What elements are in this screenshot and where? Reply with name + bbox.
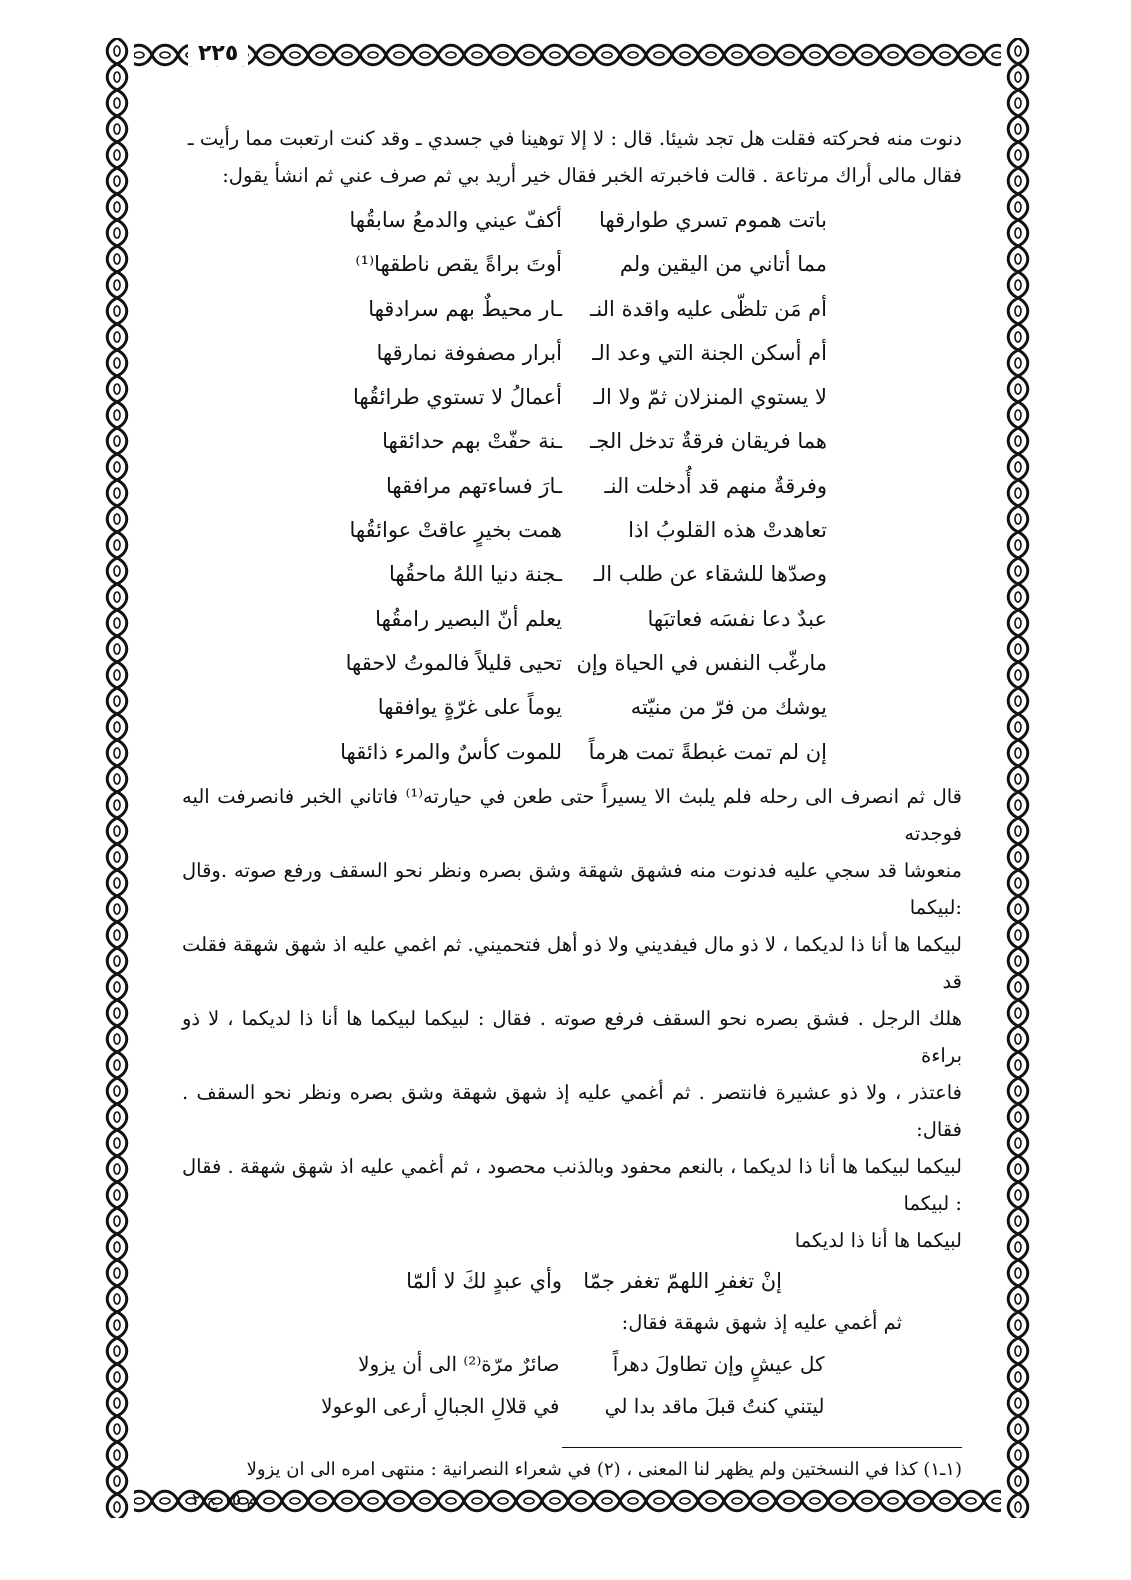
verse-line: [182, 419, 962, 463]
verse-first-hemistich: وصدّها للشقاء عن طلب الـ: [593, 562, 827, 587]
verse-second-hemistich: يوماً على غرّةٍ يوافقها: [377, 695, 562, 720]
verse-line: [182, 242, 962, 286]
verse-second-hemistich: للموت كأسٌ والمرء ذائقها: [340, 739, 562, 764]
verse-first-hemistich: إن لم تمت غبطةً تمت هرماً: [588, 739, 827, 764]
text-line: قال ثم انصرف الى رحله فلم يلبث الا يسيراً حتى طعن في حيارته⁽¹⁾ فاتاني الخبر فانصرفت اليه فوجدته: [182, 784, 962, 845]
verse-line: [182, 597, 962, 641]
verse-second-hemistich: في قلالِ الجبالِ أرعى الوعولا: [321, 1393, 560, 1418]
text-line: فاعتذر ، ولا ذو عشيرة فانتصر . ثم أغمي عليه إذ شهق شهقة وشق بصره ونظر نحو السقف . فقال:: [182, 1080, 962, 1141]
text-line: منعوشا قد سجي عليه فدنوت منه فشهق شهقة وشق بصره ونظر نحو السقف ورفع صوته .وقال :لبيكما: [182, 858, 962, 919]
verse-line: [182, 641, 962, 685]
verse-first-hemistich: باتت هموم تسري طوارقها: [598, 208, 827, 232]
verse-first-hemistich: ليتني كنتُ قبلَ ماقد بدا لي: [604, 1393, 825, 1418]
text-line: هلك الرجل . فشق بصره نحو السقف فرفع صوته . فقال : لبيكما لبيكما ها أنا ذا لديكما ، لا ذو براءة: [182, 1006, 962, 1067]
verse-second-hemistich: صائرٌ مرّة⁽²⁾ الى أن يزولا: [358, 1351, 560, 1376]
verse-first-hemistich: يوشك من فرّ من منيّته: [630, 695, 827, 720]
verse-first-hemistich: أم مَن تلظّى عليه واقدة النـ: [590, 296, 827, 321]
text-line: دنوت منه فحركته فقلت هل تجد شيئا. قال : لا إلا توهينا في جسدي ـ وقد كنت ارتعبت مما رأيت ـ: [187, 127, 962, 150]
verse-first-hemistich: هما فريقان فرقةٌ تدخل الجـ: [590, 429, 827, 454]
footnote-divider: [562, 1447, 962, 1448]
verse-second-hemistich: أبرار مصفوفة نمارقها: [376, 340, 562, 365]
verse-line: [182, 508, 962, 552]
verse-first-hemistich: إنْ تغفرِ اللهمّ تغفر جمّا: [583, 1268, 782, 1293]
verse-line: [182, 287, 962, 331]
footnote: (١ـ١) كذا في النسختين ولم يظهر لنا المعنى ، (٢) في شعراء النصرانية : منتهى امره الى ان يزولا: [246, 1458, 962, 1480]
verse-first-hemistich: تعاهدتْ هذه القلوبُ اذا: [628, 518, 827, 543]
verse-first-hemistich: عبدٌ دعا نفسَه فعاتبَها: [647, 606, 827, 631]
verse-line: [182, 685, 962, 729]
text-line: لبيكما لبيكما ها أنا ذا لديكما ، بالنعم محفود وبالذنب محصود ، ثم أغمي عليه اذ شهق شهقة . فقال : لبيكما: [182, 1154, 962, 1215]
paragraph-narrative: [182, 778, 962, 1259]
page-number: ٢٢٥: [188, 41, 248, 66]
verse-line: [182, 1385, 962, 1427]
verse-first-hemistich: أم أسكن الجنة التي وعد الـ: [592, 340, 827, 365]
text-line: لبيكما ها أنا ذا لديكما: [794, 1228, 962, 1252]
verse-single: [182, 1259, 962, 1303]
verse-second-hemistich: يعلم أنّ البصير رامقُها: [375, 606, 562, 631]
verse-second-hemistich: أكفّ عيني والدمعُ سابقُها: [349, 208, 562, 232]
verse-second-hemistich: أعمالُ لا تستوي طرائقُها: [352, 385, 562, 410]
verse-line: [182, 198, 962, 242]
verse-line: [182, 375, 962, 419]
verse-first-hemistich: وفرقةٌ منهم قد أُدخلت النـ: [604, 473, 827, 498]
verse-first-hemistich: مما أتاني من اليقين ولم: [619, 252, 827, 277]
verse-second-hemistich: تحيى قليلاً فالموتُ لاحقها: [345, 650, 562, 675]
border-left-ornament: [100, 38, 134, 1518]
verse-second-hemistich: همت بخيرٍ عاقتْ عوائقُها: [349, 518, 562, 543]
paragraph-opening: [182, 120, 962, 194]
verse-line: [182, 1343, 962, 1385]
verse-first-hemistich: مارغّب النفس في الحياة وإن: [576, 650, 827, 675]
verse-first-hemistich: لا يستوي المنزلان ثمّ ولا الـ: [593, 385, 827, 410]
verse-first-hemistich: كل عيشٍ وإن تطاولَ دهراً: [612, 1351, 825, 1376]
poem-2: [182, 1343, 962, 1427]
page-content: [182, 120, 962, 1510]
poem-1: [182, 198, 962, 774]
verse-second-hemistich: ـنة حفّتْ بهم حدائقها: [382, 429, 562, 454]
verse-second-hemistich: ـارَ فساءتهم مرافقها: [386, 473, 562, 498]
verse-second-hemistich: ـجنة دنيا اللهُ ماحقُها: [388, 562, 562, 587]
text-line: فقال مالى أراك مرتاعة . قالت فاخبرته الخبر فقال خير أريد بي ثم صرف عني ثم انشأ يقول:: [222, 164, 962, 187]
signature-mark: م ١٥ ج ٢: [192, 1489, 258, 1510]
verse-second-hemistich: ـار محيطٌ بهم سرادقها: [368, 296, 562, 321]
verse-line: [182, 552, 962, 596]
text-line: لبيكما ها أنا ذا لديكما ، لا ذو مال فيفديني ولا ذو أهل فتحميني. ثم اغمي عليه اذ شهق شهقة فقلت قد: [182, 932, 962, 993]
border-right-ornament: [1001, 38, 1035, 1518]
verse-introduction: ثم أغمي عليه إذ شهق شهقة فقال:: [621, 1310, 902, 1334]
verse-line: [182, 331, 962, 375]
verse-second-hemistich: أوتَ براةً يقص ناطقها⁽¹⁾: [355, 252, 562, 277]
verse-second-hemistich: وأي عبدٍ لكَ لا ألمّا: [406, 1268, 562, 1293]
verse-line: [182, 464, 962, 508]
verse-line: [182, 730, 962, 774]
